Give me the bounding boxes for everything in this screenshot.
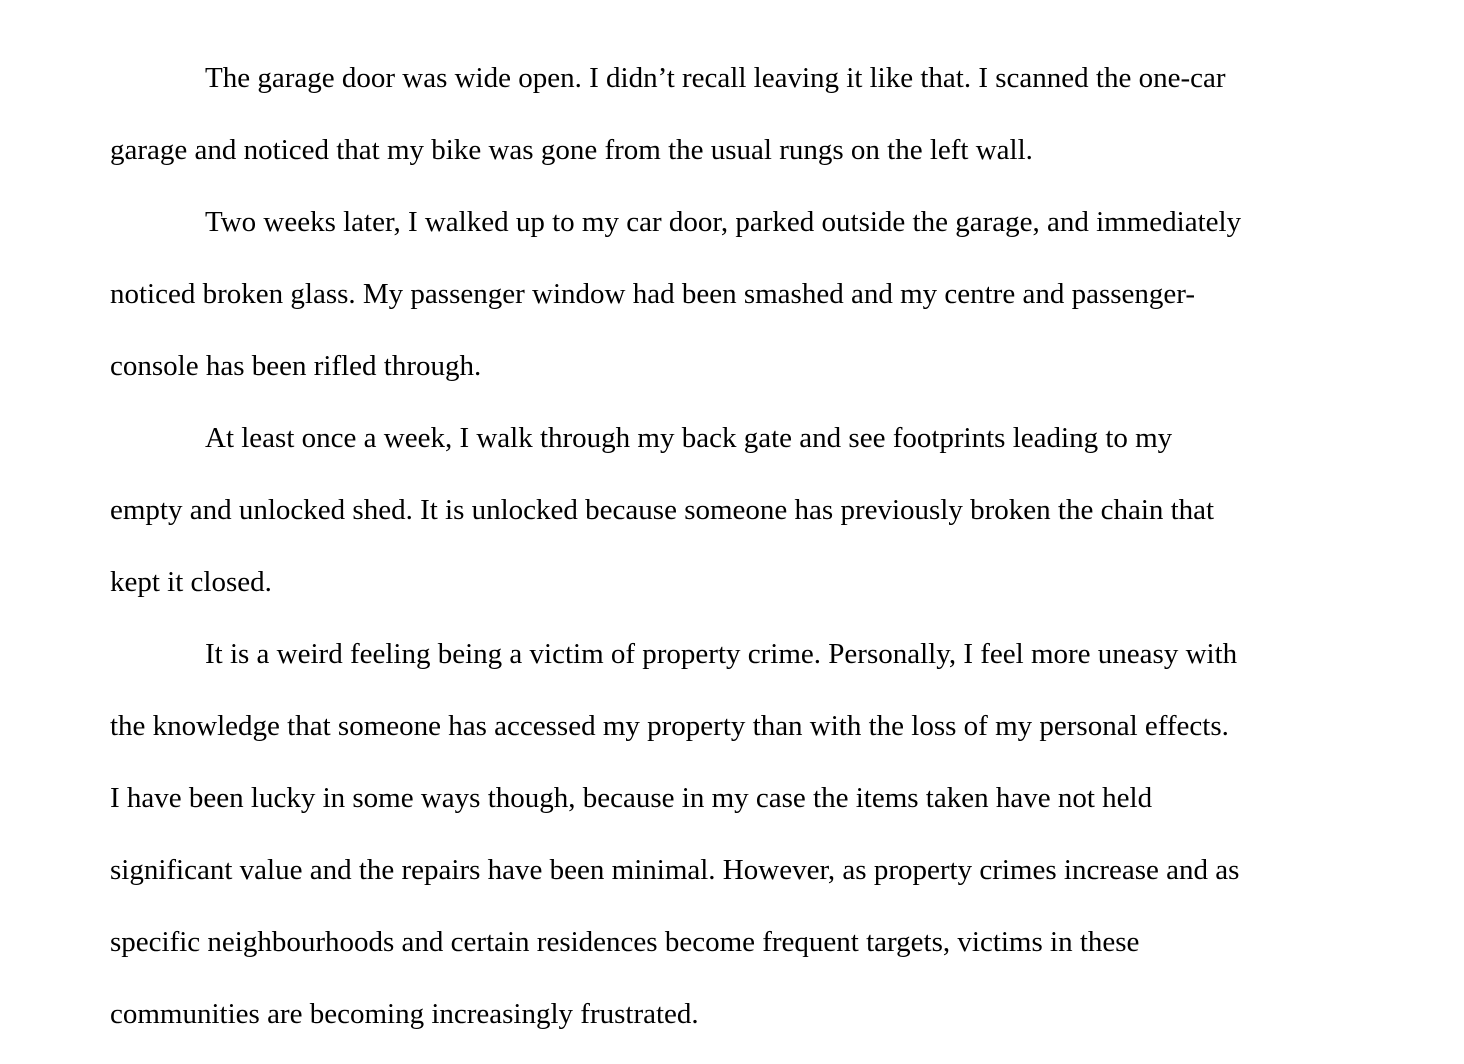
paragraph-2-line-2: noticed broken glass. My passenger window had been smashed and my centre and passenger- xyxy=(110,278,1195,310)
paragraph-4-line-4: significant value and the repairs have been minimal. However, as property crimes increase and as xyxy=(110,854,1240,886)
paragraph-4-line-5: specific neighbourhoods and certain residences become frequent targets, victims in these xyxy=(110,926,1140,958)
paragraph-1-line-2: garage and noticed that my bike was gone from the usual rungs on the left wall. xyxy=(110,134,1033,166)
paragraph-3-line-3: kept it closed. xyxy=(110,566,272,598)
paragraph-1-line-1: The garage door was wide open. I didn’t recall leaving it like that. I scanned the one-car xyxy=(205,62,1226,94)
paragraph-2-line-1: Two weeks later, I walked up to my car door, parked outside the garage, and immediately xyxy=(205,206,1242,238)
paragraph-4-line-1: It is a weird feeling being a victim of property crime. Personally, I feel more uneasy with xyxy=(205,638,1238,670)
paragraph-4-line-6: communities are becoming increasingly frustrated. xyxy=(110,998,699,1030)
paragraph-3-line-1: At least once a week, I walk through my back gate and see footprints leading to my xyxy=(205,422,1173,454)
paragraph-4-line-2: the knowledge that someone has accessed my property than with the loss of my personal effects. xyxy=(110,710,1229,742)
paragraph-4-line-3: I have been lucky in some ways though, because in my case the items taken have not held xyxy=(110,782,1153,814)
paragraph-2-line-3: console has been rifled through. xyxy=(110,350,482,382)
paragraph-3-line-2: empty and unlocked shed. It is unlocked because someone has previously broken the chain that xyxy=(110,494,1215,526)
